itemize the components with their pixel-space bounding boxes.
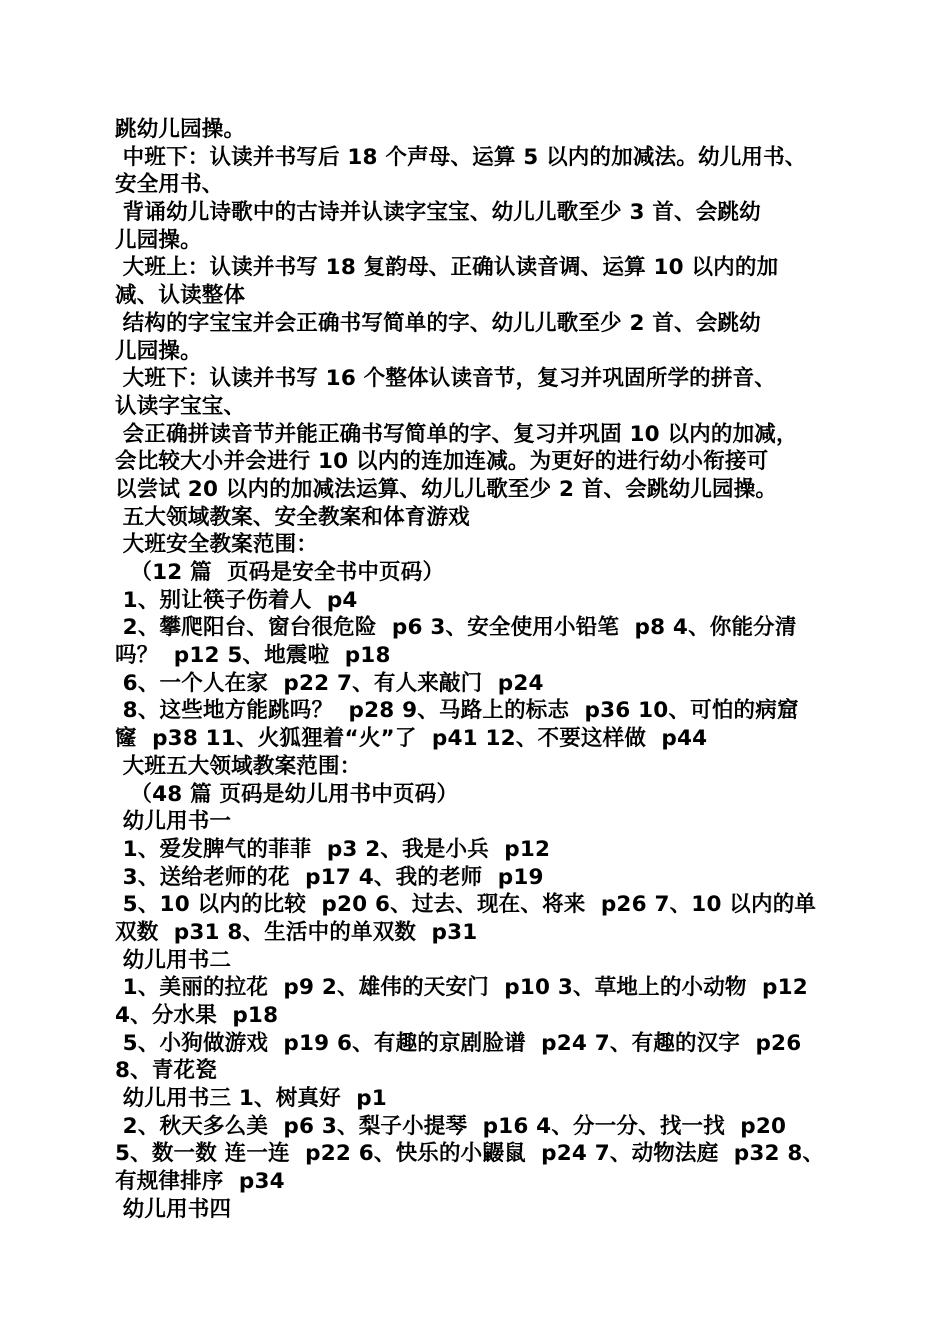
text-line: 会比较大小并会进行 10 以内的连加连减。为更好的进行幼小衔接可 — [115, 449, 769, 475]
text-line: 4、分水果 p18 — [115, 1003, 279, 1028]
text-line: 结构的字宝宝并会正确书写简单的字、幼儿儿歌至少 2 首、会跳幼 — [115, 310, 761, 336]
text-line: 2、攀爬阳台、窗台很危险 p6 3、安全使用小铅笔 p8 4、你能分清 — [115, 615, 797, 641]
text-line: 5、10 以内的比较 p20 6、过去、现在、将来 p26 7、10 以内的单 — [115, 892, 817, 918]
text-line: 幼儿用书三 1、树真好 p1 — [115, 1086, 387, 1112]
text-line: （12 篇 页码是安全书中页码） — [115, 560, 445, 585]
text-line: （48 篇 页码是幼儿用书中页码） — [115, 781, 459, 807]
text-line: 8、这些地方能跳吗？ p28 9、马路上的标志 p36 10、可怕的病窟 — [115, 698, 799, 724]
text-line: 8、青花瓷 — [115, 1058, 217, 1084]
text-line: 认读字宝宝、 — [115, 393, 246, 419]
text-line: 6、一个人在家 p22 7、有人来敲门 p24 — [115, 670, 544, 696]
document-body — [115, 116, 837, 1224]
text-line: 大班安全教案范围： — [115, 532, 318, 558]
text-line: 5、小狗做游戏 p19 6、有趣的京剧脸谱 p24 7、有趣的汉字 p26 — [115, 1030, 802, 1056]
text-line: 双数 p31 8、生活中的单双数 p31 — [115, 919, 478, 945]
text-line: 1、爱发脾气的菲菲 p3 2、我是小兵 p12 — [115, 836, 551, 862]
text-line: 3、送给老师的花 p17 4、我的老师 p19 — [115, 864, 544, 890]
text-line: 幼儿用书一 — [115, 809, 232, 835]
text-line: 五大领域教案、安全教案和体育游戏 — [115, 504, 470, 530]
text-line: 安全用书、 — [115, 172, 224, 198]
text-line: 大班上：认读并书写 18 复韵母、正确认读音调、运算 10 以内的加 — [115, 255, 779, 281]
text-line: 1、别让筷子伤着人 p4 — [115, 587, 358, 613]
text-line: 1、美丽的拉花 p9 2、雄伟的天安门 p10 3、草地上的小动物 p12 — [115, 975, 808, 1001]
text-line: 大班五大领域教案范围： — [115, 753, 362, 779]
text-line: 背诵幼儿诗歌中的古诗并认读字宝宝、幼儿儿歌至少 3 首、会跳幼 — [115, 200, 761, 226]
text-line: 减、认读整体 — [115, 283, 246, 309]
text-line: 窿 p38 11、火狐狸着“火”了 p41 12、不要这样做 p44 — [115, 726, 708, 752]
text-line: 儿园操。 — [115, 338, 202, 364]
text-line: 儿园操。 — [115, 227, 202, 253]
text-line: 幼儿用书四 — [115, 1196, 232, 1222]
text-line: 大班下：认读并书写 16 个整体认读音节，复习并巩固所学的拼音、 — [115, 366, 776, 392]
text-line: 有规律排序 p34 — [115, 1169, 285, 1195]
text-line: 幼儿用书二 — [115, 947, 232, 973]
text-line: 以尝试 20 以内的加减法运算、幼儿儿歌至少 2 首、会跳幼儿园操。 — [115, 476, 778, 502]
text-line: 中班下：认读并书写后 18 个声母、运算 5 以内的加减法。幼儿用书、 — [115, 144, 807, 170]
text-line: 会正确拼读音节并能正确书写简单的字、复习并巩固 10 以内的加减， — [115, 421, 798, 447]
text-line: 吗？ p12 5、地震啦 p18 — [115, 643, 391, 669]
text-line: 跳幼儿园操。 — [115, 117, 246, 142]
text-line: 5、数一数 连一连 p22 6、快乐的小鼹鼠 p24 7、动物法庭 p32 8、 — [115, 1141, 825, 1167]
text-line: 2、秋天多么美 p6 3、梨子小提琴 p16 4、分一分、找一找 p20 — [115, 1113, 787, 1139]
